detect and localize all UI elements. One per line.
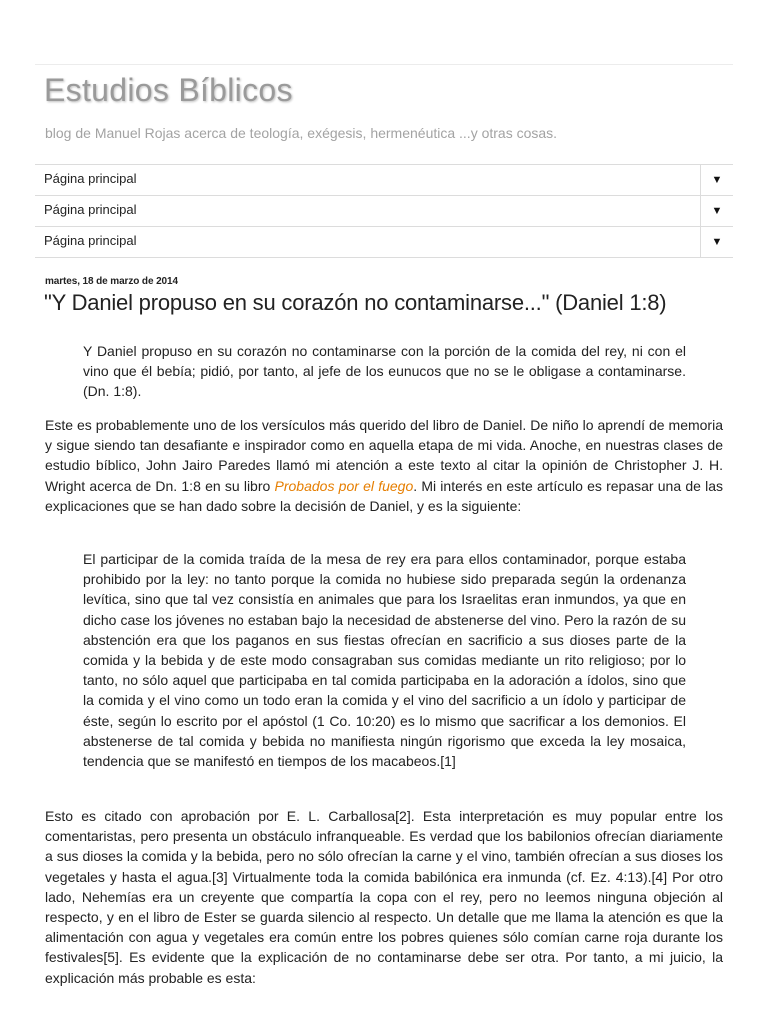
chevron-down-icon[interactable]: ▼ <box>700 227 733 257</box>
blog-title[interactable]: Estudios Bíblicos <box>44 72 293 108</box>
paragraph-text: . Mi interés en este artículo es repasar una de las explicaciones que se han dado sobre la decisión de Daniel, y es la siguiente: <box>45 477 724 514</box>
nav-item-label[interactable]: Página principal <box>44 171 137 186</box>
post-paragraph-1 <box>45 415 723 516</box>
header-divider <box>35 64 733 65</box>
blog-description: blog de Manuel Rojas acerca de teología, exégesis, hermenéutica ...y otras cosas. <box>45 125 558 141</box>
block-quote: El participar de la comida traída de la mesa de rey era para ellos contaminador, porque estaba prohibido por la ley: no tanto porque la comida no hubiese sido preparada según la ordenanza levítica, sino que tal vez consistía en animales que para los Israelitas eran inmundos, ya que en dicho case los jóvenes no estaban bajo la necesidad de abstenerse del vino. Pero la razón de su abstención era que los paganos en sus fiestas ofrecían en sacrificio a sus dioses parte de la comida y la bebida y de este modo consagraban sus comidas mediante un rito religioso; por lo tanto, no sólo aquel que participaba en tal comida participaba en la adoración a ídolos, sino que la comida y el vino como un todo eran la comida y el vino del sacrificio a un ídolo y participar de éste, según lo escrito por el apóstol (1 Co. 10:20) es lo mismo que sacrificar a los demonios. El abstenerse de tal comida y bebida no manifiesta ningún rigorismo que exceda la ley mosaica, tendencia que se manifestó en tiempos de los macabeos.[1] <box>83 551 686 770</box>
nav-item-home-3[interactable] <box>35 226 733 258</box>
post-title[interactable]: "Y Daniel propuso en su corazón no contaminarse..." (Daniel 1:8) <box>44 290 667 315</box>
post-date: martes, 18 de marzo de 2014 <box>45 276 178 287</box>
nav-item-home-2[interactable] <box>35 195 733 226</box>
scripture-quote: Y Daniel propuso en su corazón no contaminarse con la porción de la comida del rey, ni con el vino que él bebía; pidió, por tanto, al jefe de los eunucos que no se le obligase a contaminarse. (Dn. 1:8). <box>83 343 686 399</box>
nav-item-label[interactable]: Página principal <box>44 233 137 248</box>
page-navigation <box>35 164 733 258</box>
nav-item-home-1[interactable] <box>35 164 733 195</box>
chevron-down-icon[interactable]: ▼ <box>700 165 733 195</box>
chevron-down-icon[interactable]: ▼ <box>700 196 733 226</box>
paragraph-text: Este es probablemente uno de los versículos más querido del libro de Daniel. De niño lo aprendí de memoria y sigue siendo tan desafiante e inspirador como en aquella etapa de mi vida. Anoche, en nuestras clases de estudio bíblico, John Jairo Paredes llamó mi atención a este texto al citar la opinión de Christopher J. H. Wright acerca de Dn. 1:8 en su libro <box>45 417 723 494</box>
book-link[interactable]: Probados por el fuego <box>274 477 414 494</box>
nav-item-label[interactable]: Página principal <box>44 202 137 217</box>
post-paragraph-2: Esto es citado con aprobación por E. L. Carballosa[2]. Esta interpretación es muy popular entre los comentaristas, pero presenta un obstáculo infranqueable. Es verdad que los babilonios ofrecían diariamente a sus dioses la comida y la bebida, pero no sólo ofrecían la carne y el vino, también ofrecían a sus dioses los vegetales y hasta el agua.[3] Virtualmente toda la comida babilónica era inmunda (cf. Ez. 4:13).[4] Por otro lado, Nehemías era un creyente que compartía la copa con el rey, pero no leemos ninguna objeción al respecto, y en el libro de Ester se guarda silencio al respecto. Un detalle que me llama la atención es que la alimentación con agua y vegetales era común entre los pobres quienes sólo comían carne roja durante los festivales[5]. Es evidente que la explicación de no contaminarse debe ser otra. Por tanto, a mi juicio, la explicación más probable es esta: <box>45 808 723 986</box>
